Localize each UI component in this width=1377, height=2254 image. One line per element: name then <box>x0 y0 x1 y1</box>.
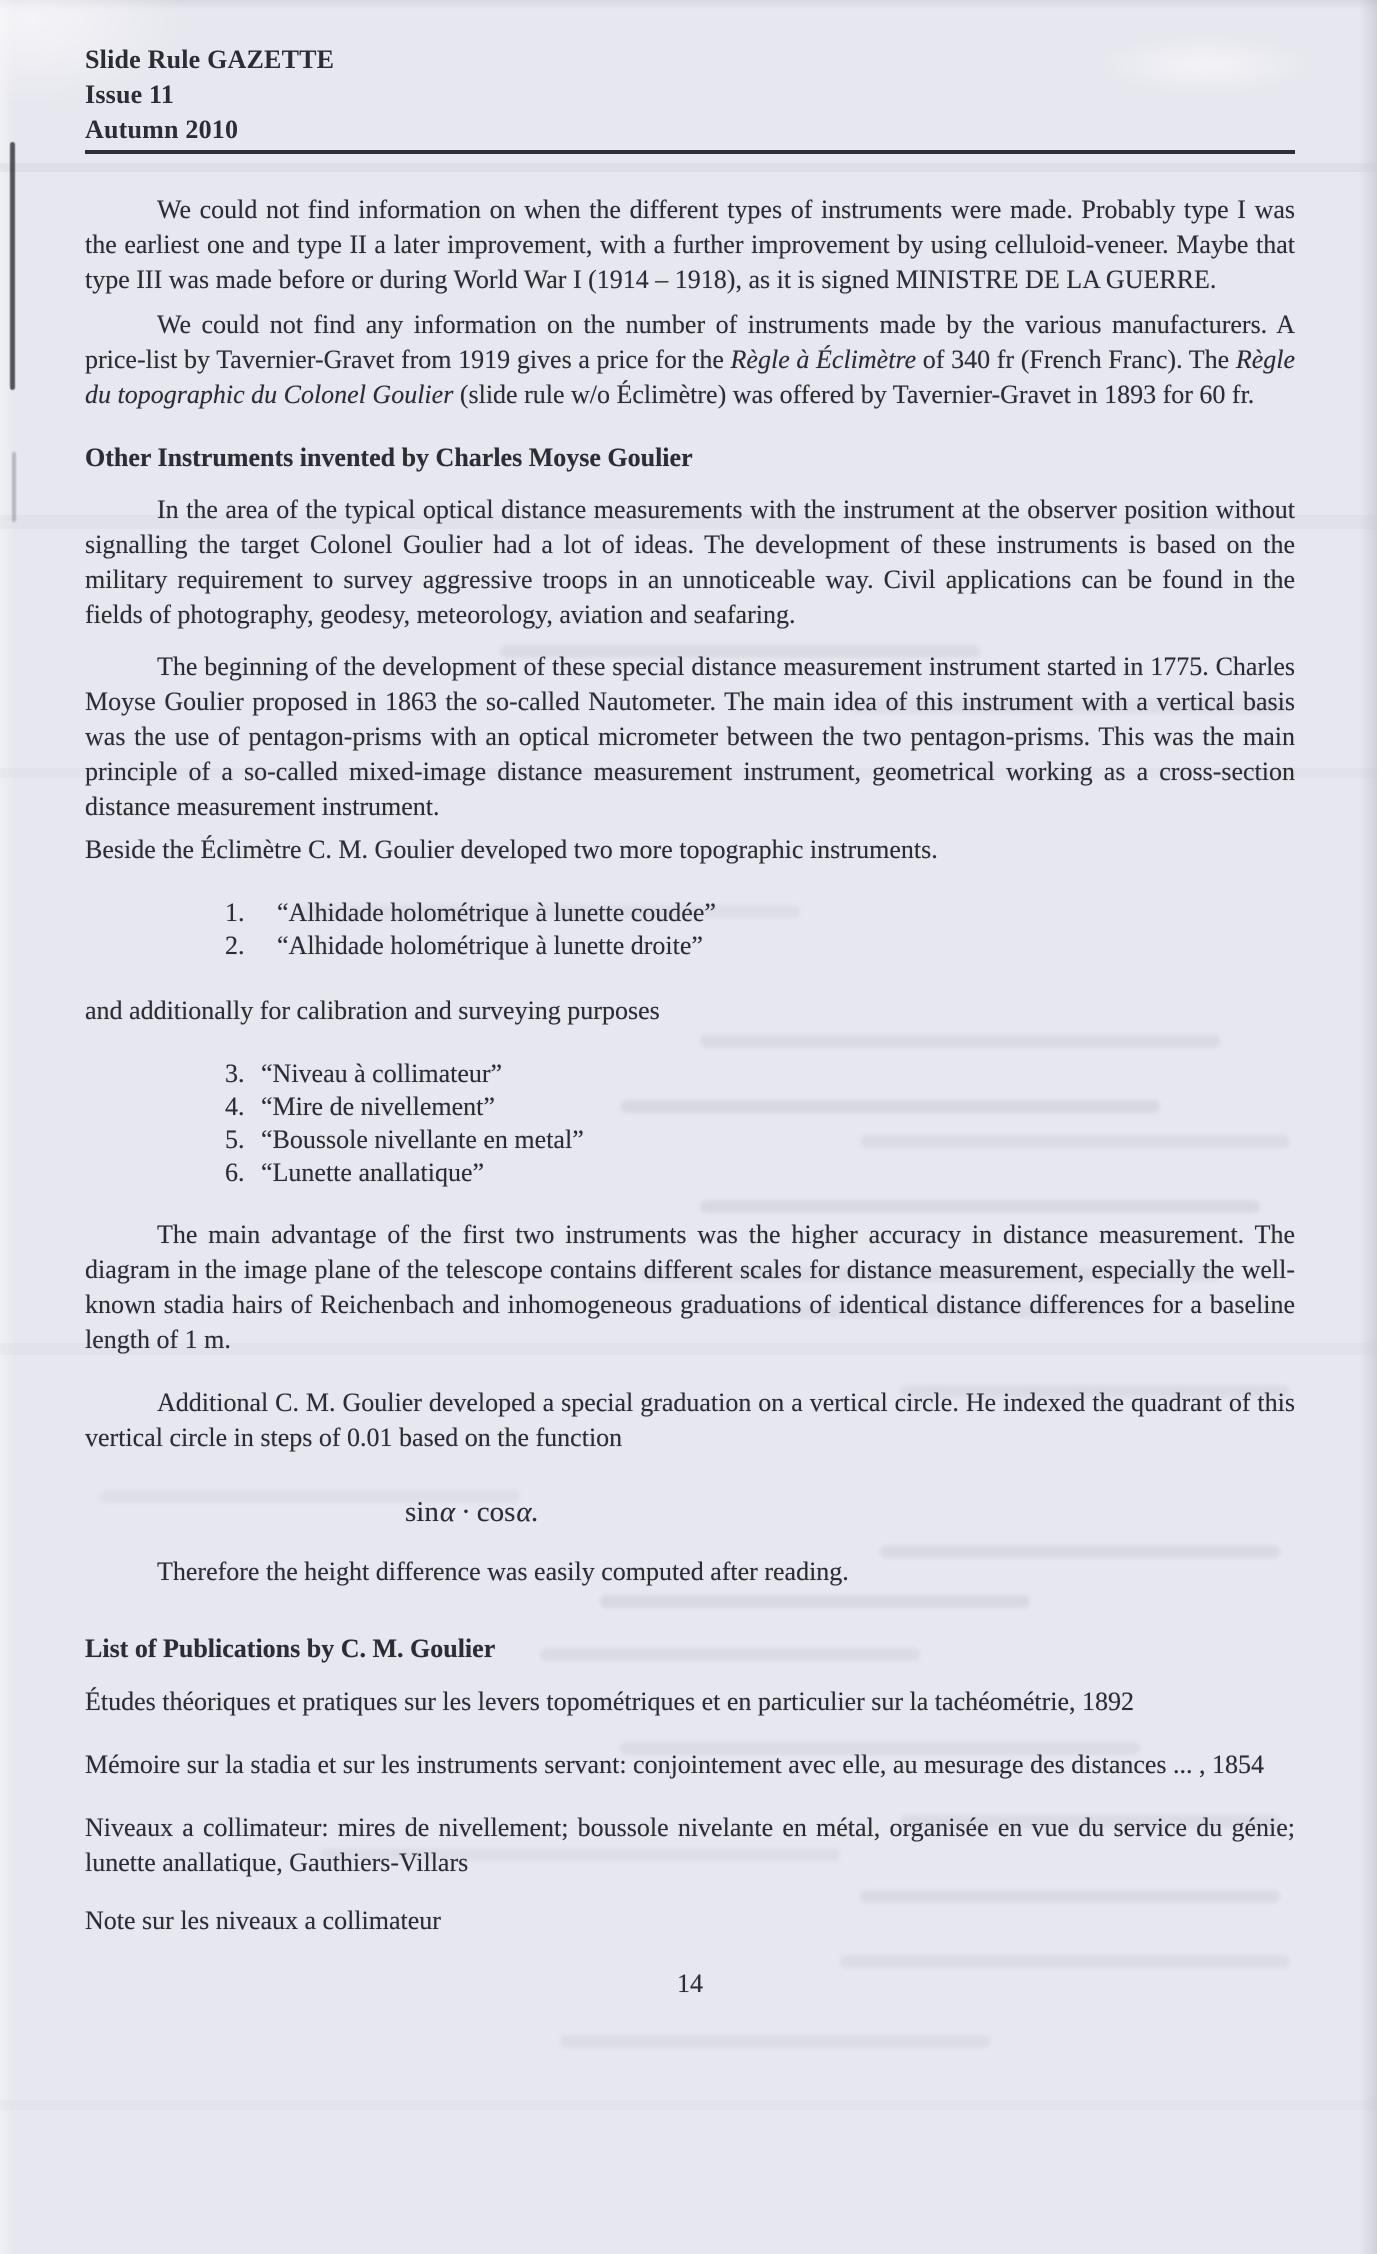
section-heading-other-instruments: Other Instruments invented by Charles Moyse Goulier <box>85 443 693 472</box>
instrument-list-1-2 <box>85 896 1295 962</box>
formula-cos: cos <box>476 1496 516 1528</box>
paragraph-vertical-circle: Additional C. M. Goulier developed a special graduation on a vertical circle. He indexed the quadrant of this vertical circle in steps of 0.01 based on the function <box>85 1388 1295 1452</box>
list-item <box>225 1123 1295 1156</box>
list-item <box>225 1090 1295 1123</box>
list-text: “Mire de nivellement” <box>261 1092 495 1121</box>
issue-date: Autumn 2010 <box>85 115 239 144</box>
formula-sin: sin <box>405 1496 439 1528</box>
header-rule <box>85 150 1295 154</box>
paragraph-main-advantage: The main advantage of the first two instruments was the higher accuracy in distance measurement. The diagram in the image plane of the telescope contains different scales for distance measurement, especially the well-known stadia hairs of Reichenbach and inhomogeneous graduations of identical distance differences for a baseline length of 1 m. <box>85 1220 1295 1354</box>
issue-number: Issue 11 <box>85 80 175 109</box>
publication-entry: Niveaux a collimateur: mires de nivellement; boussole nivelante en métal, organisée en vue du service du génie; lunette anallatique, Gauthiers-Villars <box>85 1813 1295 1877</box>
text-run: of 340 fr (French Franc). The <box>916 345 1236 374</box>
list-number: 3. <box>225 1059 245 1088</box>
paragraph-beside-eclimetre: Beside the Éclimètre C. M. Goulier developed two more topographic instruments. <box>85 835 938 864</box>
list-number: 4. <box>225 1092 245 1121</box>
formula-alpha: α. <box>516 1496 539 1528</box>
paragraph-instrument-dating: We could not find information on when the different types of instruments were made. Probably type I was the earliest one and type II a later improvement, with a further improvement by using celluloid-veneer. Maybe that type III was made before or during World War I (1914 – 1918), as it is signed MINISTRE DE LA GUERRE. <box>85 195 1295 294</box>
section-heading-publications: List of Publications by C. M. Goulier <box>85 1634 496 1663</box>
page-number: 14 <box>677 1969 703 1998</box>
italic-title-regle-a-eclimetre: Règle à Éclimètre <box>730 345 917 374</box>
publication-entry: Études théoriques et pratiques sur les levers topométriques et en particulier sur la tachéométrie, 1892 <box>85 1687 1135 1716</box>
paragraph-price-list <box>85 307 1295 412</box>
italic-title-regle-du-topographic: Règle du topographic du Colonel Goulier <box>85 345 1296 409</box>
journal-title: Slide Rule GAZETTE <box>85 45 335 74</box>
list-text: “Alhidade holométrique à lunette droite” <box>277 931 703 960</box>
list-text: “Niveau à collimateur” <box>261 1059 503 1088</box>
instrument-list-3-6 <box>85 1057 1295 1189</box>
formula-sin-cos <box>405 1493 1295 1531</box>
list-item <box>225 1057 1295 1090</box>
publication-entry: Note sur les niveaux a collimateur <box>85 1906 441 1935</box>
formula-dot: · <box>461 1496 471 1528</box>
list-number: 2. <box>225 931 245 960</box>
text-run: We could not find any information on the number of instruments made by the various manufacturers. A price-list by Tavernier-Gravet from 1919 gives a price for the <box>85 310 1295 374</box>
paragraph-optical-distance: In the area of the typical optical distance measurements with the instrument at the observer position without signalling the target Colonel Goulier had a lot of ideas. The development of these instruments is based on the military requirement to survey aggressive troops in an unnoticeable way. Civil applications can be found in the fields of photography, geodesy, meteorology, aviation and seafaring. <box>85 495 1295 629</box>
list-number: 6. <box>225 1158 245 1187</box>
list-item <box>225 896 1295 929</box>
list-text: “Boussole nivellante en metal” <box>261 1125 584 1154</box>
scan-streak-artifact <box>0 2100 1377 2110</box>
formula-alpha: α <box>439 1496 456 1528</box>
list-item <box>225 929 1295 962</box>
publication-entry: Mémoire sur la stadia et sur les instruments servant: conjointement avec elle, au mesurage des distances ... , 1854 <box>85 1750 1265 1779</box>
list-text: “Lunette anallatique” <box>261 1158 485 1187</box>
text-run: (slide rule w/o Éclimètre) was offered by Tavernier-Gravet in 1893 for 60 fr. <box>453 380 1255 409</box>
page-header <box>85 42 1295 147</box>
list-text: “Alhidade holométrique à lunette coudée” <box>277 898 716 927</box>
list-number: 1. <box>225 898 245 927</box>
paragraph-height-difference: Therefore the height difference was easily computed after reading. <box>157 1557 849 1586</box>
bleed-through-artifact <box>560 2035 990 2048</box>
list-item <box>225 1156 1295 1189</box>
list-number: 5. <box>225 1125 245 1154</box>
paragraph-nautometer: The beginning of the development of these special distance measurement instrument started in 1775. Charles Moyse Goulier proposed in 1863 the so-called Nautometer. The main idea of this instrument with a vertical basis was the use of pentagon-prisms with an optical micrometer between the two pentagon-prisms. This was the main principle of a so-called mixed-image distance measurement instrument, geometrical working as a cross-section distance measurement instrument. <box>85 652 1295 821</box>
paragraph-additionally: and additionally for calibration and surveying purposes <box>85 996 660 1025</box>
